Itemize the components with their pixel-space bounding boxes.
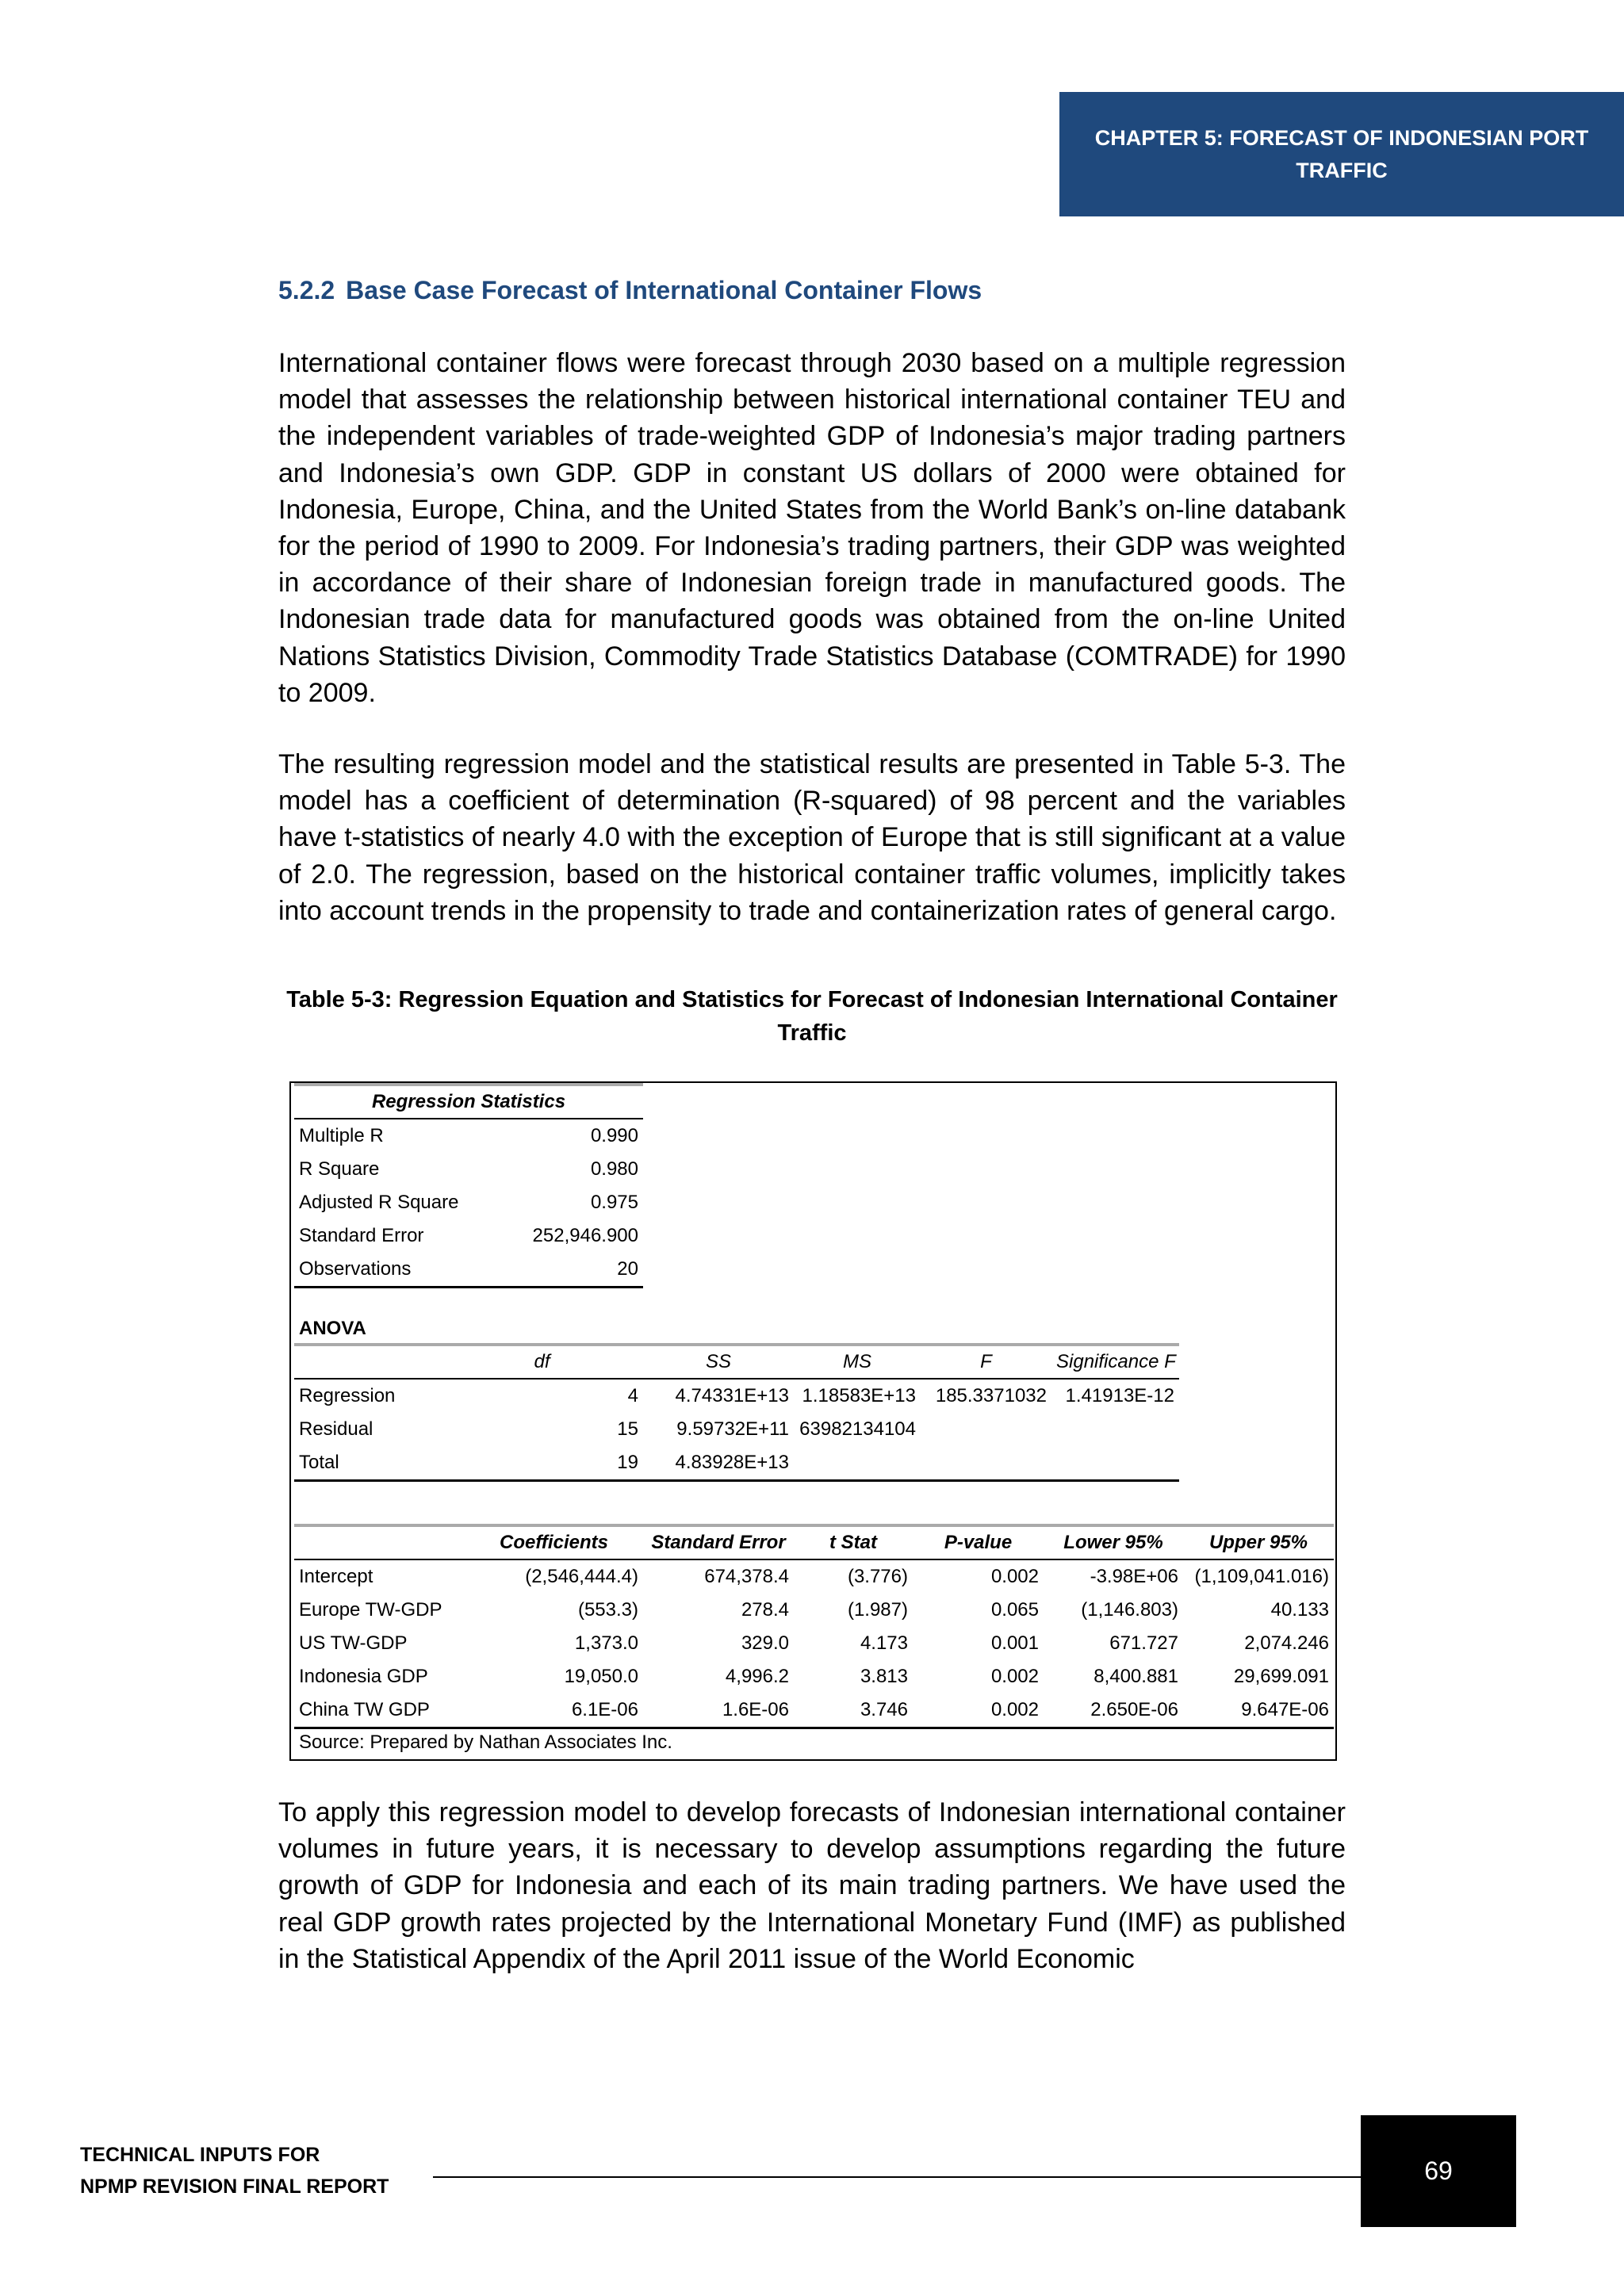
stat-value: 0.980 <box>590 1158 638 1180</box>
table-row <box>294 1660 1334 1693</box>
stat-label: Standard Error <box>299 1225 424 1246</box>
chapter-banner-text: CHAPTER 5: FORECAST OF INDONESIAN PORT TRAFFIC <box>1094 125 1589 182</box>
stat-label: R Square <box>299 1158 380 1180</box>
anova-cell: Regression <box>299 1385 396 1406</box>
regression-table-frame <box>289 1081 1337 1761</box>
anova-cell: 185.3371032 <box>935 1385 1047 1406</box>
anova-header-ms: MS <box>794 1345 921 1379</box>
coef-cell: 8,400.881 <box>1094 1666 1178 1687</box>
anova-cell: 4.74331E+13 <box>675 1385 789 1406</box>
coef-cell: 0.002 <box>990 1666 1039 1687</box>
anova-cell: 19 <box>441 1446 643 1481</box>
table-row <box>294 1594 1334 1627</box>
anova-header-ss: SS <box>643 1345 794 1379</box>
chapter-banner <box>1059 92 1624 216</box>
stat-value: 0.975 <box>590 1192 638 1213</box>
anova-cell <box>1051 1413 1179 1446</box>
page-number-box <box>1361 2115 1516 2227</box>
coef-cell: 2.650E-06 <box>1044 1693 1183 1728</box>
anova-header-df: df <box>441 1345 643 1379</box>
coef-cell: 671.727 <box>1109 1632 1178 1654</box>
table-row <box>294 1693 1334 1728</box>
coef-cell: 329.0 <box>741 1632 789 1654</box>
section-number: 5.2.2 <box>278 276 335 304</box>
coef-header-standard-error: Standard Error <box>643 1525 794 1559</box>
table-row <box>294 1413 1179 1446</box>
coef-cell: 40.133 <box>1270 1599 1329 1621</box>
footer-line-1: TECHNICAL INPUTS FOR <box>80 2144 320 2166</box>
anova-header-f: F <box>921 1345 1051 1379</box>
table-row <box>294 1219 643 1253</box>
table-row <box>294 1379 1179 1413</box>
coef-cell: 4.173 <box>860 1632 908 1654</box>
section-heading <box>278 276 982 305</box>
coef-cell: 278.4 <box>741 1599 789 1621</box>
coef-cell: 6.1E-06 <box>465 1693 643 1728</box>
anova-cell: 15 <box>617 1418 638 1440</box>
anova-cell: 9.59732E+11 <box>676 1418 789 1440</box>
coef-cell: 0.002 <box>990 1566 1039 1587</box>
coef-cell: -3.98E+06 <box>1090 1566 1178 1587</box>
anova-cell <box>921 1446 1051 1481</box>
anova-cell: 63982134104 <box>799 1418 916 1440</box>
coef-cell: 29,699.091 <box>1233 1666 1329 1687</box>
table-row <box>294 1186 643 1219</box>
table-row <box>294 1119 643 1153</box>
anova-header-significance-f: Significance F <box>1051 1345 1179 1379</box>
coef-cell: China TW GDP <box>294 1693 465 1728</box>
coef-cell: 3.746 <box>794 1693 913 1728</box>
coef-header-lower-95: Lower 95% <box>1044 1525 1183 1559</box>
stat-label: Multiple R <box>299 1125 384 1146</box>
table-source: Source: Prepared by Nathan Associates Inc. <box>299 1732 672 1753</box>
coef-cell: Intercept <box>299 1566 373 1587</box>
coef-cell: (2,546,444.4) <box>525 1566 638 1587</box>
anova-cell: Total <box>294 1446 441 1481</box>
stat-value: 20 <box>485 1253 643 1288</box>
coef-cell: (3.776) <box>847 1566 908 1587</box>
footer-rule <box>433 2176 1361 2178</box>
stat-label: Observations <box>294 1253 485 1288</box>
coef-cell: 3.813 <box>860 1666 908 1687</box>
table-row <box>294 1446 1179 1481</box>
table-caption: Table 5-3: Regression Equation and Statistics for Forecast of Indonesian International Container Traffic <box>286 987 1338 1046</box>
coef-cell: 0.002 <box>913 1693 1044 1728</box>
coef-cell: (1,146.803) <box>1081 1599 1178 1621</box>
coef-cell: Europe TW-GDP <box>299 1599 442 1621</box>
anova-title: ANOVA <box>299 1318 366 1339</box>
coef-cell: 0.001 <box>990 1632 1039 1654</box>
anova-cell: 1.41913E-12 <box>1065 1385 1174 1406</box>
coef-cell: 19,050.0 <box>564 1666 638 1687</box>
footer-title <box>80 2139 389 2202</box>
coef-cell: 4,996.2 <box>725 1666 789 1687</box>
anova-cell: 4.83928E+13 <box>643 1446 794 1481</box>
regression-statistics-table <box>294 1083 643 1288</box>
coef-header-p-value: P-value <box>913 1525 1044 1559</box>
footer-line-2: NPMP REVISION FINAL REPORT <box>80 2175 389 2198</box>
coef-cell: 1,373.0 <box>574 1632 638 1654</box>
coef-cell: US TW-GDP <box>299 1632 408 1654</box>
paragraph-methodology: International container flows were forecast through 2030 based on a multiple regression model that assesses the relationship between historical international container TEU and the independent variables of trade-weighted GDP of Indonesia’s major trading partners and Indonesia’s own GDP. GDP in constant US dollars of 2000 were obtained for Indonesia, Europe, China, and the United States from the World Bank’s on-line databank for the period of 1990 to 2009. For Indonesia’s trading partners, their GDP was weighted in accordance of their share of Indonesian foreign trade in manufactured goods. The Indonesian trade data for manufactured goods was obtained from the on-line United Nations Statistics Division, Commodity Trade Statistics Database (COMTRADE) for 1990 to 2009. <box>278 348 1346 708</box>
coef-cell: 1.6E-06 <box>643 1693 794 1728</box>
coef-header-upper-95: Upper 95% <box>1183 1525 1334 1559</box>
coef-cell: 674,378.4 <box>704 1566 789 1587</box>
page-number: 69 <box>1424 2156 1453 2185</box>
anova-cell <box>794 1446 921 1481</box>
coef-cell: 2,074.246 <box>1244 1632 1329 1654</box>
coef-cell: 0.065 <box>990 1599 1039 1621</box>
coef-cell: (553.3) <box>577 1599 638 1621</box>
anova-cell: 1.18583E+13 <box>802 1385 916 1406</box>
table-row <box>294 1253 643 1288</box>
coef-cell: (1.987) <box>847 1599 908 1621</box>
table-row <box>294 1627 1334 1660</box>
coefficients-table <box>294 1524 1334 1729</box>
coef-header-t-stat: t Stat <box>794 1525 913 1559</box>
stat-value: 0.990 <box>590 1125 638 1146</box>
table-row <box>294 1153 643 1186</box>
anova-cell <box>921 1413 1051 1446</box>
coef-header-coefficients: Coefficients <box>465 1525 643 1559</box>
table-row <box>294 1559 1334 1594</box>
paragraph-results: The resulting regression model and the statistical results are presented in Table 5-3. The model has a coefficient of determination (R-squared) of 98 percent and the variables have t-statistics of nearly 4.0 with the exception of Europe that is still significant at a value of 2.0. The regression, based on the historical container traffic volumes, implicitly takes into account trends in the propensity to trade and containerization rates of general cargo. <box>278 749 1346 926</box>
regression-statistics-header: Regression Statistics <box>294 1085 643 1119</box>
section-title: Base Case Forecast of International Container Flows <box>346 276 982 304</box>
coef-cell: (1,109,041.016) <box>1194 1566 1329 1587</box>
anova-cell <box>1051 1446 1179 1481</box>
coef-cell: 9.647E-06 <box>1183 1693 1334 1728</box>
stat-label: Adjusted R Square <box>299 1192 459 1213</box>
anova-cell: Residual <box>299 1418 373 1440</box>
anova-header <box>294 1345 441 1379</box>
coef-header <box>294 1525 465 1559</box>
paragraph-assumptions: To apply this regression model to develop forecasts of Indonesian international container volumes in future years, it is necessary to develop assumptions regarding the future growth of GDP for Indonesia and each of its main trading partners. We have used the real GDP growth rates projected by the International Monetary Fund (IMF) as published in the Statistical Appendix of the April 2011 issue of the World Economic <box>278 1797 1346 1974</box>
coef-cell: Indonesia GDP <box>299 1666 428 1687</box>
stat-value: 252,946.900 <box>532 1225 638 1246</box>
anova-cell: 4 <box>627 1385 638 1406</box>
anova-table <box>294 1343 1179 1482</box>
